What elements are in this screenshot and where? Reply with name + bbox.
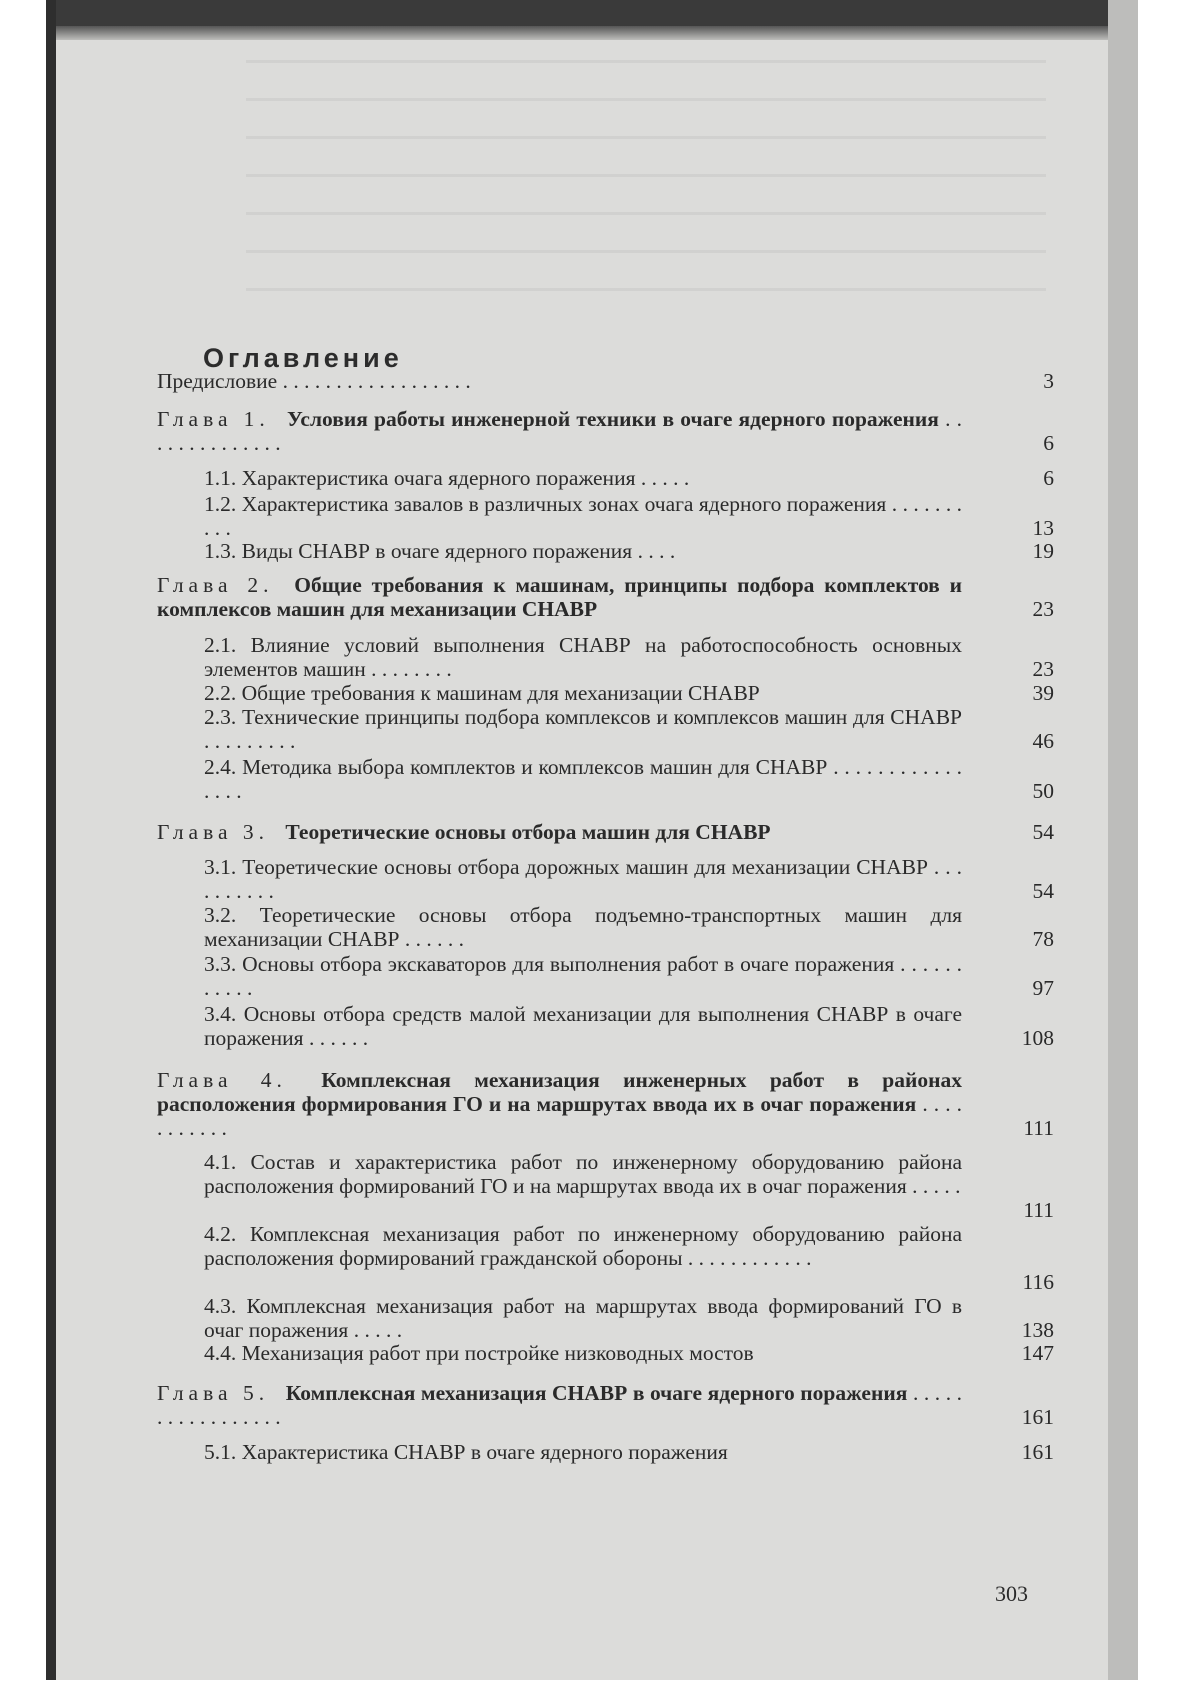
entry-title: Условия работы инженерной техники в очаге ядерного поражения bbox=[286, 407, 939, 431]
show-through bbox=[246, 60, 1046, 300]
scan-top-shadow bbox=[46, 26, 1138, 40]
section-number: 4.1. bbox=[204, 1150, 251, 1174]
page-number: 303 bbox=[995, 1581, 1028, 1606]
toc-entry-text bbox=[204, 755, 962, 803]
entry-title: Характеристика СНАВР в очаге ядерного поражения bbox=[241, 1440, 728, 1464]
toc-heading: Оглавление bbox=[203, 343, 403, 373]
toc-entry-text bbox=[204, 903, 962, 951]
section-number: 2.1. bbox=[204, 633, 251, 657]
dot-leader: . . . . bbox=[632, 539, 676, 563]
entry-title: Состав и характеристика работ по инженерному оборудованию района расположения формирований ГО и на маршрутах ввода их в очаг поражения bbox=[204, 1150, 963, 1198]
toc-entry-text bbox=[204, 466, 962, 490]
dot-leader: . . . . . . . . . bbox=[204, 729, 296, 753]
entry-title: Методика выбора комплектов и комплексов машин для СНАВР bbox=[242, 755, 828, 779]
toc-entry-text bbox=[157, 820, 962, 844]
toc-entry-text bbox=[204, 681, 962, 705]
entry-page-number: 23 bbox=[1032, 657, 1054, 681]
entry-title: Комплексная механизация СНАВР в очаге ядерного поражения bbox=[285, 1381, 908, 1405]
section-number: 4.2. bbox=[204, 1222, 250, 1246]
toc-entry-text bbox=[204, 1150, 962, 1198]
entry-page-number: 116 bbox=[1022, 1270, 1054, 1294]
dot-leader: . . . . . bbox=[635, 466, 690, 490]
entry-page-number: 161 bbox=[1021, 1440, 1054, 1464]
dot-leader: . . . . . bbox=[906, 1174, 961, 1198]
toc-entry-text bbox=[204, 539, 962, 563]
entry-page-number: 161 bbox=[1021, 1405, 1054, 1429]
dot-leader: . . . . . . . . . . . bbox=[204, 952, 962, 1000]
section-number: 3.3. bbox=[204, 952, 243, 976]
toc-entry-text bbox=[204, 1222, 962, 1270]
toc-entry-text bbox=[204, 1341, 962, 1365]
entry-title: Комплексная механизация инженерных работ в районах расположения формирования ГО и на маршрутах ввода их в очаг поражения bbox=[157, 1068, 962, 1116]
entry-page-number: 19 bbox=[1032, 539, 1054, 563]
chapter-label: Глава 5. bbox=[157, 1381, 280, 1405]
entry-page-number: 97 bbox=[1032, 976, 1054, 1000]
section-number: 3.2. bbox=[204, 903, 260, 927]
toc-entry-text bbox=[204, 705, 962, 753]
scan-left-edge bbox=[46, 0, 56, 1680]
toc-entry-text bbox=[157, 573, 962, 621]
section-number: 2.3. bbox=[204, 705, 242, 729]
section-number: 4.3. bbox=[204, 1294, 247, 1318]
section-number: 1.2. bbox=[204, 492, 242, 516]
dot-leader: . . . . . . . . . . bbox=[204, 855, 963, 903]
chapter-label: Глава 1. bbox=[157, 407, 281, 431]
entry-title: Общие требования к машинам для механизации СНАВР bbox=[241, 681, 760, 705]
dot-leader: . . . . . . . . . . . bbox=[157, 1092, 962, 1140]
toc-entry-text bbox=[157, 407, 962, 455]
toc-entry-text bbox=[204, 1294, 962, 1342]
entry-page-number: 23 bbox=[1032, 597, 1054, 621]
section-number: 4.4. bbox=[204, 1341, 242, 1365]
entry-page-number: 78 bbox=[1032, 927, 1054, 951]
entry-title: Виды СНАВР в очаге ядерного поражения bbox=[241, 539, 633, 563]
entry-title: Теоретические основы отбора дорожных машин для механизации СНАВР bbox=[242, 855, 928, 879]
toc-entry-text bbox=[204, 1440, 962, 1464]
toc-entry-text bbox=[157, 369, 962, 393]
dot-leader: . . . . . . . . . . . . bbox=[682, 1246, 812, 1270]
entry-page-number: 6 bbox=[1043, 466, 1054, 490]
entry-title: Теоретические основы отбора подъемно-транспортных машин для механизации СНАВР bbox=[204, 903, 962, 951]
dot-leader: . . . . . . bbox=[399, 927, 465, 951]
entry-title: Характеристика очага ядерного поражения bbox=[241, 466, 636, 490]
section-number: 3.1. bbox=[204, 855, 243, 879]
toc-entry-text bbox=[204, 492, 962, 540]
scan-right-edge bbox=[1108, 0, 1138, 1680]
entry-title: Основы отбора средств малой механизации для выполнения СНАВР в очаге поражения bbox=[204, 1002, 962, 1050]
toc-entry-text bbox=[204, 855, 962, 903]
dot-leader: . . . . . . . . . . bbox=[204, 492, 963, 540]
entry-page-number: 50 bbox=[1032, 779, 1054, 803]
chapter-label: Глава 2. bbox=[157, 573, 289, 597]
section-number: 2.4. bbox=[204, 755, 243, 779]
entry-page-number: 6 bbox=[1043, 431, 1054, 455]
entry-title: Комплексная механизация работ по инженерному оборудованию района расположения формирований гражданской обороны bbox=[204, 1222, 962, 1270]
entry-title: Основы отбора экскаваторов для выполнения работ в очаге поражения bbox=[242, 952, 895, 976]
entry-title: Общие требования к машинам, принципы подбора комплектов и комплексов машин для механизации СНАВР bbox=[157, 573, 962, 621]
entry-title: Комплексная механизация работ на маршрутах ввода формирований ГО в очаг поражения bbox=[204, 1294, 963, 1342]
section-number: 1.1. bbox=[204, 466, 242, 490]
entry-title: Характеристика завалов в различных зонах очага ядерного поражения bbox=[241, 492, 887, 516]
entry-page-number: 54 bbox=[1032, 879, 1054, 903]
chapter-label: Глава 3. bbox=[157, 820, 280, 844]
dot-leader: . . . . . bbox=[348, 1318, 403, 1342]
toc-entry-text bbox=[204, 952, 962, 1000]
entry-title: Механизация работ при постройке низководных мостов bbox=[241, 1341, 754, 1365]
section-number: 1.3. bbox=[204, 539, 242, 563]
entry-page-number: 39 bbox=[1032, 681, 1054, 705]
toc-entry-text bbox=[204, 1002, 962, 1050]
entry-page-number: 147 bbox=[1021, 1341, 1054, 1365]
entry-page-number: 111 bbox=[1023, 1116, 1054, 1140]
dot-leader: . . . . . . bbox=[303, 1026, 369, 1050]
entry-page-number: 138 bbox=[1021, 1318, 1054, 1342]
chapter-label: Глава 4. bbox=[157, 1068, 316, 1092]
toc-entry-text bbox=[204, 633, 962, 681]
section-number: 3.4. bbox=[204, 1002, 244, 1026]
section-number: 2.2. bbox=[204, 681, 242, 705]
dot-leader: . . . . . . . . . . . . . . . . . . bbox=[277, 369, 471, 393]
entry-title: Предисловие bbox=[157, 369, 278, 393]
toc-entry-text bbox=[157, 1381, 962, 1429]
entry-page-number: 54 bbox=[1032, 820, 1054, 844]
dot-leader: . . . . . . . . bbox=[365, 657, 452, 681]
section-number: 5.1. bbox=[204, 1440, 242, 1464]
entry-title: Теоретические основы отбора машин для СНАВР bbox=[285, 820, 771, 844]
entry-page-number: 111 bbox=[1023, 1198, 1054, 1222]
entry-page-number: 3 bbox=[1043, 369, 1054, 393]
entry-title: Влияние условий выполнения СНАВР на работоспособность основных элементов машин bbox=[204, 633, 963, 681]
entry-title: Технические принципы подбора комплексов и комплексов машин для СНАВР bbox=[241, 705, 962, 729]
entry-page-number: 13 bbox=[1032, 516, 1054, 540]
toc-entry-text bbox=[157, 1068, 962, 1140]
entry-page-number: 46 bbox=[1032, 729, 1054, 753]
dot-leader: . . . . . . . . . . . . . . . . bbox=[204, 755, 963, 803]
dot-leader: . . . . . . . . . . . . . . bbox=[157, 407, 962, 455]
dot-leader: . . . . . . . . . . . . . . . . . bbox=[157, 1381, 962, 1429]
entry-page-number: 108 bbox=[1021, 1026, 1054, 1050]
